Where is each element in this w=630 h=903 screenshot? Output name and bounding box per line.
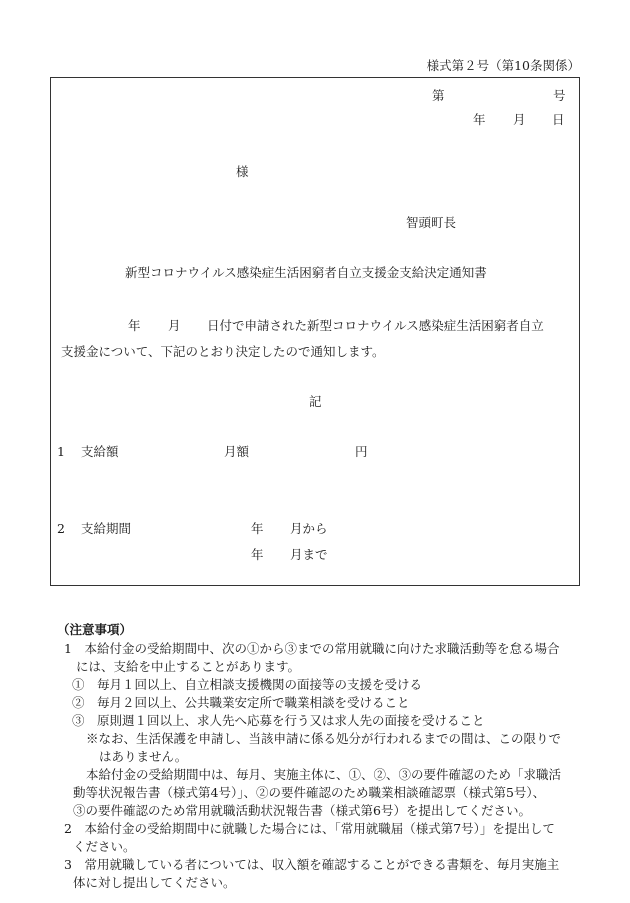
item-2-label: 支給期間 bbox=[81, 521, 132, 536]
body-year: 年 bbox=[128, 318, 141, 333]
body-line-2: 支援金について、下記のとおり決定したので通知します。 bbox=[61, 344, 385, 359]
note-line: ください。 bbox=[73, 839, 136, 854]
note-line: 3 常用就職している者については、収入額を確認することができる書類を、毎月実施主 bbox=[64, 857, 560, 872]
item-2-from-year: 年 bbox=[251, 521, 264, 536]
item-1-label: 支給額 bbox=[81, 444, 119, 459]
ki-heading: 記 bbox=[309, 394, 322, 409]
body-month: 月 bbox=[168, 318, 181, 333]
note-line: ③の要件確認のため常用就職活動状況報告書（様式第6号）を提出してください。 bbox=[73, 803, 531, 818]
date-day: 日 bbox=[552, 112, 565, 127]
item-1-monthly-label: 月額 bbox=[224, 444, 250, 459]
item-2-from-month: 月から bbox=[290, 521, 328, 536]
note-line: 本給付金の受給期間中は、毎月、実施主体に、①、②、③の要件確認のため「求職活 bbox=[86, 767, 562, 782]
issuer-name: 智頭町長 bbox=[406, 215, 457, 230]
issue-number-suffix: 号 bbox=[553, 88, 566, 103]
note-line: 体に対し提出してください。 bbox=[73, 875, 236, 890]
item-1-number: 1 bbox=[57, 444, 65, 459]
note-line: 動等状況報告書（様式第4号）」、②の要件確認のため職業相談確認票（様式第5号）、 bbox=[73, 785, 546, 800]
item-1-yen: 円 bbox=[355, 444, 368, 459]
body-line-1: 日付で申請された新型コロナウイルス感染症生活困窮者自立 bbox=[207, 318, 544, 333]
note-line: ※なお、生活保護を申請し、当該申請に係る処分が行われるまでの間は、この限りで bbox=[86, 731, 562, 746]
note-line: ② 毎月２回以上、公共職業安定所で職業相談を受けること bbox=[72, 695, 410, 710]
addressee-honorific: 様 bbox=[236, 164, 249, 179]
note-line: 2 本給付金の受給期間中に就職した場合には、「常用就職届（様式第7号）」を提出して bbox=[64, 821, 555, 836]
item-2-number: 2 bbox=[57, 521, 65, 536]
note-line: ① 毎月１回以上、自立相談支援機関の面接等の支援を受ける bbox=[72, 677, 423, 692]
note-line: はありません。 bbox=[99, 749, 188, 764]
form-number: 様式第２号（第10条関係） bbox=[426, 58, 580, 73]
note-line: には、支給を中止することがあります。 bbox=[76, 659, 301, 674]
date-year: 年 bbox=[473, 112, 486, 127]
item-2-to-year: 年 bbox=[251, 547, 264, 562]
document-title: 新型コロナウイルス感染症生活困窮者自立支援金支給決定通知書 bbox=[125, 265, 487, 280]
note-line: 1 本給付金の受給期間中、次の①から③までの常用就職に向けた求職活動等を怠る場合 bbox=[64, 641, 560, 656]
issue-number-prefix: 第 bbox=[432, 88, 445, 103]
date-month: 月 bbox=[513, 112, 526, 127]
notes-heading: （注意事項） bbox=[57, 622, 133, 637]
note-line: ③ 原則週１回以上、求人先へ応募を行う又は求人先の面接を受けること bbox=[72, 713, 485, 728]
item-2-to-month: 月まで bbox=[290, 547, 328, 562]
